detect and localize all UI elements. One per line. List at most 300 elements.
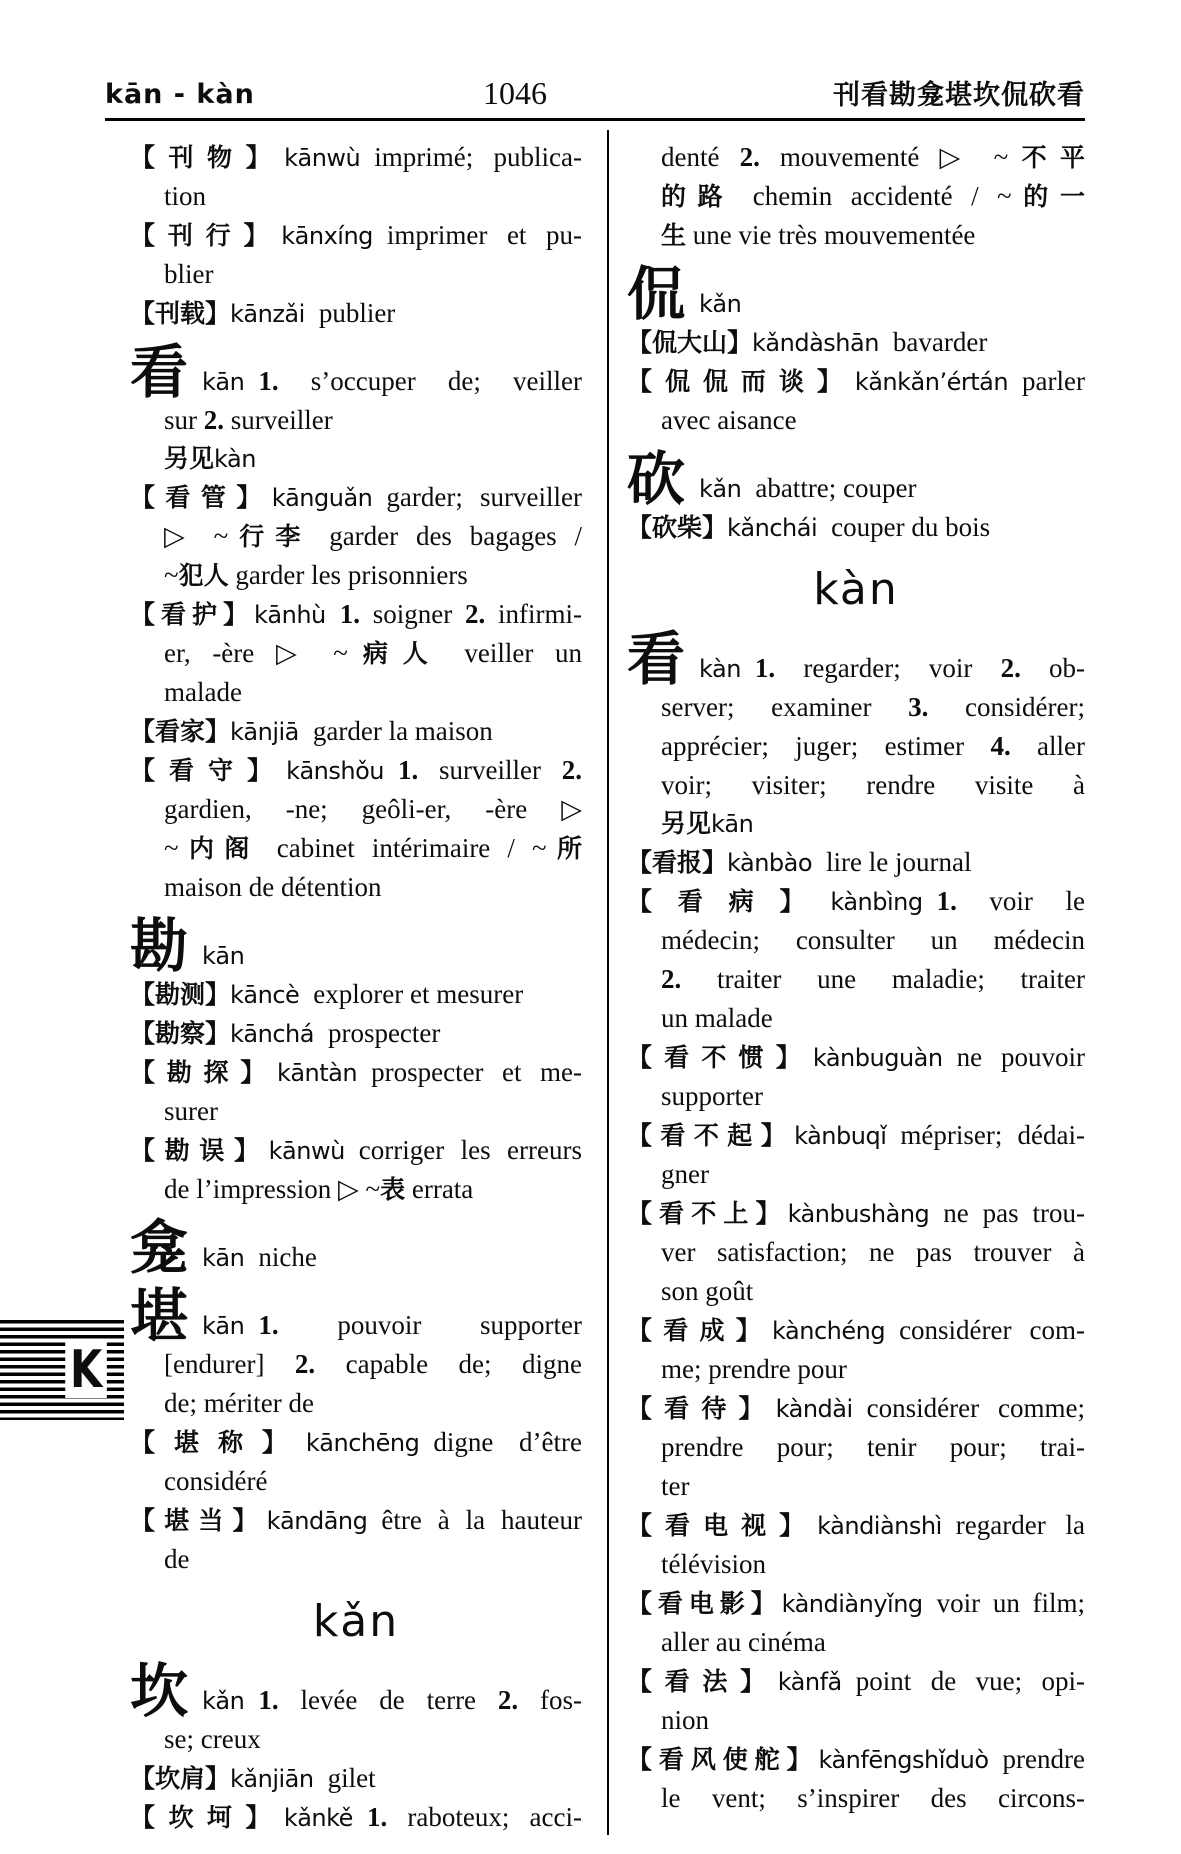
french-text: er, -ère ▷ ~ — [164, 638, 348, 668]
entry-line — [130, 1423, 582, 1462]
pinyin-text: kān — [202, 1312, 245, 1340]
french-text: couper du bois — [831, 512, 991, 542]
french-text: un malade — [661, 1003, 773, 1033]
entry-line — [627, 1272, 1085, 1311]
entry-line — [627, 1428, 1085, 1467]
entry-line — [627, 843, 1085, 882]
headword-row — [130, 1282, 582, 1350]
dict-entry — [627, 1038, 1085, 1116]
pinyin-text: kànbushàng — [787, 1200, 930, 1228]
entry-line — [130, 1014, 582, 1053]
dict-entry — [130, 138, 582, 216]
headword-row — [130, 912, 582, 980]
dict-entry — [627, 260, 1085, 328]
french-text: me; prendre pour — [661, 1354, 847, 1384]
pinyin-text: kànbào — [727, 849, 813, 877]
entry-line — [130, 138, 582, 177]
dict-entry — [130, 1658, 582, 1759]
french-text: raboteux; acci- — [387, 1802, 582, 1832]
dict-entry — [627, 1116, 1085, 1194]
dict-entry — [627, 508, 1085, 547]
bold-number: 1. — [398, 755, 419, 785]
entry-line — [130, 401, 582, 440]
entry-line — [699, 649, 1085, 688]
french-text: garder la maison — [312, 716, 493, 746]
entry-line — [130, 556, 582, 595]
bold-number: 2. — [739, 142, 760, 172]
french-text: médecin; consulter un médecin — [661, 925, 1085, 955]
french-text: de — [164, 1544, 190, 1574]
page-number: 1046 — [483, 75, 547, 111]
dict-entry — [130, 339, 582, 478]
headword-character: 侃 — [627, 260, 686, 328]
pinyin-text: kànbuqǐ — [794, 1122, 887, 1150]
hanzi-text: 的路 — [661, 182, 735, 211]
entry-line — [699, 469, 1085, 508]
headword-row — [627, 260, 1085, 328]
headword-row — [130, 338, 582, 406]
bold-number: 2. — [561, 755, 582, 785]
entry-line — [627, 1467, 1085, 1506]
dict-entry — [627, 1311, 1085, 1389]
entry-line — [627, 688, 1085, 727]
french-text: prospecter — [327, 1018, 441, 1048]
french-text: [endurer] — [164, 1349, 295, 1379]
hanzi-text: 【勘探】 — [130, 1058, 277, 1087]
pinyin-text: kānwù — [268, 1137, 345, 1165]
bold-number: 1. — [258, 1310, 279, 1340]
french-text: gner — [661, 1159, 709, 1189]
entry-line — [627, 766, 1085, 805]
pinyin-text: kǎn — [699, 290, 742, 318]
entry-line — [627, 323, 1085, 362]
column-left — [130, 138, 582, 1837]
pinyin-text: kān — [202, 368, 245, 396]
dict-entry — [627, 843, 1085, 882]
entry-line — [130, 478, 582, 517]
entry-line — [627, 1077, 1085, 1116]
pinyin-text: kān — [202, 1244, 245, 1272]
pinyin-text: kǎnkě — [283, 1804, 353, 1832]
dict-entry — [130, 1501, 582, 1579]
pinyin-text: kànfǎ — [777, 1668, 842, 1696]
bold-number: 1. — [366, 1802, 388, 1832]
french-text: bavarder — [892, 327, 988, 357]
entry-line — [202, 937, 582, 975]
entry-line — [202, 362, 582, 401]
pinyin-text: kàn — [699, 655, 741, 683]
french-text: prendre pour; tenir pour; trai- — [661, 1432, 1085, 1462]
entry-line — [627, 1194, 1085, 1233]
headword-character: 砍 — [627, 445, 686, 513]
french-text: voir; visiter; rendre visite à — [661, 770, 1085, 800]
headword-row — [130, 1214, 582, 1282]
french-text: prospecter et me- — [371, 1057, 582, 1087]
french-text: parler — [1022, 366, 1085, 396]
dict-entry — [130, 1759, 582, 1798]
french-text: errata — [405, 1174, 474, 1204]
bold-number: 2. — [465, 599, 486, 629]
dict-entry — [130, 1423, 582, 1501]
dict-entry — [627, 1584, 1085, 1662]
dict-entry — [627, 1506, 1085, 1584]
thumb-index-letter: K — [65, 1342, 107, 1398]
hanzi-text: 【看待】 — [627, 1394, 776, 1423]
hanzi-text: 【勘察】 — [130, 1019, 231, 1048]
pinyin-text: kānguǎn — [271, 484, 373, 512]
entry-line — [627, 1350, 1085, 1389]
dict-entry — [627, 323, 1085, 362]
entry-line — [627, 960, 1085, 999]
hanzi-text: 【坎肩】 — [130, 1764, 231, 1793]
hanzi-text: 【看电影】 — [627, 1589, 782, 1618]
hanzi-text: 病人 — [347, 639, 443, 668]
entry-line — [627, 1506, 1085, 1545]
hanzi-text: 【看家】 — [130, 717, 231, 746]
bold-number: 2. — [203, 405, 224, 435]
bold-number: 2. — [294, 1349, 316, 1379]
headword-character: 堪 — [130, 1282, 189, 1350]
french-text: ne pas trou- — [943, 1198, 1085, 1228]
headword-character: 看 — [130, 338, 189, 406]
french-text: maison de détention — [164, 872, 382, 902]
entry-line — [627, 401, 1085, 440]
dict-entry — [627, 1662, 1085, 1740]
column-right — [627, 138, 1085, 1818]
french-text: télévision — [661, 1549, 766, 1579]
column-divider — [607, 130, 609, 1835]
french-text: abattre; couper — [755, 473, 917, 503]
hanzi-text: 【看不惯】 — [627, 1043, 813, 1072]
entry-line — [130, 751, 582, 790]
french-text: supporter — [661, 1081, 763, 1111]
entry-line — [130, 634, 582, 673]
french-text: ▷ ~ — [164, 521, 229, 551]
dict-entry — [627, 1194, 1085, 1311]
pinyin-text: kàndiànyǐng — [781, 1590, 923, 1618]
french-text: ne pouvoir — [956, 1042, 1085, 1072]
french-text: tion — [164, 181, 207, 211]
french-text: server; examiner — [661, 692, 909, 722]
french-text: ~ — [164, 833, 179, 863]
pinyin-text: kànfēngshǐduò — [818, 1746, 989, 1774]
french-text: voir un film; — [936, 1588, 1085, 1618]
entry-line — [627, 1311, 1085, 1350]
entry-line — [130, 1092, 582, 1131]
bold-number: 2. — [661, 964, 682, 994]
dict-entry — [130, 712, 582, 751]
pinyin-text: kǎndàshān — [752, 329, 879, 357]
pinyin-text: kànbìng — [830, 888, 923, 916]
dict-entry — [130, 751, 582, 907]
entry-line — [627, 1116, 1085, 1155]
entry-line — [627, 1623, 1085, 1662]
entry-line — [627, 1662, 1085, 1701]
entry-line — [130, 1720, 582, 1759]
dict-entry — [130, 1131, 582, 1209]
entry-line — [627, 508, 1085, 547]
pinyin-text: kānzǎi — [230, 300, 305, 328]
hanzi-text: 【堪称】 — [130, 1428, 306, 1457]
entry-line — [130, 829, 582, 868]
hanzi-text: 犯人 — [178, 561, 229, 590]
entry-line — [130, 1540, 582, 1579]
pinyin-text: kāntàn — [276, 1059, 358, 1087]
headword-character: 龛 — [130, 1214, 189, 1282]
hanzi-text: 【看病】 — [627, 887, 831, 916]
french-text: lire le journal — [826, 847, 972, 877]
dict-entry — [130, 216, 582, 294]
french-text: s’occuper de; veiller — [278, 366, 582, 396]
hanzi-text: 所 — [546, 834, 582, 863]
hanzi-text: 生 — [661, 221, 687, 250]
french-text: imprimer et pu- — [386, 220, 582, 250]
hanzi-text: 【看成】 — [627, 1316, 773, 1345]
french-text: ter — [661, 1471, 690, 1501]
guide-words-left: kān - kàn — [105, 79, 255, 110]
pinyin-text: kānwù — [284, 144, 361, 172]
french-text: cabinet intérimaire / ~ — [259, 833, 547, 863]
entry-line — [130, 1131, 582, 1170]
french-text: être à la hauteur — [381, 1505, 582, 1535]
pinyin-text: kǎnjiān — [230, 1765, 314, 1793]
french-text: ~ — [164, 560, 179, 590]
french-text: regarder; voir — [775, 653, 1001, 683]
french-text: veiller un — [442, 638, 582, 668]
french-text: garder; surveiller — [386, 482, 582, 512]
entry-line — [130, 1170, 582, 1209]
entry-line — [130, 868, 582, 907]
french-text: point de vue; opi- — [855, 1666, 1085, 1696]
hanzi-text: 【侃侃而谈】 — [627, 367, 855, 396]
hanzi-text: 【刊载】 — [130, 299, 231, 328]
french-text: surer — [164, 1096, 218, 1126]
dict-entry — [627, 362, 1085, 440]
bold-number: 2. — [497, 1685, 519, 1715]
pinyin-text: kān — [202, 942, 245, 970]
dict-entry — [130, 912, 582, 980]
entry-line — [130, 1798, 582, 1837]
entry-line — [627, 921, 1085, 960]
pinyin-text: kàndiànshì — [817, 1512, 942, 1540]
hanzi-text: 【看不起】 — [627, 1121, 795, 1150]
french-text: aller — [1010, 731, 1086, 761]
entry-line — [627, 1584, 1085, 1623]
pinyin-text: kān — [711, 810, 754, 838]
dict-entry — [627, 882, 1085, 1038]
entry-line — [130, 673, 582, 712]
french-text: se; creux — [164, 1724, 261, 1754]
hanzi-text: 【看风使舵】 — [627, 1745, 819, 1774]
entry-line — [130, 255, 582, 294]
entry-line — [627, 1701, 1085, 1740]
headword-row — [627, 625, 1085, 693]
hanzi-text: 内阁 — [178, 834, 260, 863]
section-heading: kàn — [813, 564, 899, 615]
hanzi-text: 【看电视】 — [627, 1511, 818, 1540]
entry-line — [130, 1759, 582, 1798]
thumb-index-tab — [0, 1320, 124, 1420]
pinyin-text: kānshǒu — [286, 757, 384, 785]
french-text: corriger les erreurs — [358, 1135, 582, 1165]
dict-entry — [627, 1389, 1085, 1506]
pinyin-text: kānhù — [254, 601, 326, 629]
bold-number: 2. — [1000, 653, 1021, 683]
french-text: regarder la — [955, 1510, 1085, 1540]
dict-entry — [130, 1214, 582, 1282]
page-header — [105, 72, 1085, 121]
entry-line — [202, 1238, 582, 1277]
french-text: le vent; s’inspirer des circons- — [661, 1783, 1085, 1813]
french-text: denté — [661, 142, 740, 172]
hanzi-text: 【看管】 — [130, 483, 272, 512]
entry-line — [627, 1038, 1085, 1077]
entry-line — [627, 882, 1085, 921]
hanzi-text: 【砍柴】 — [627, 513, 728, 542]
french-text: traiter une maladie; traiter — [681, 964, 1085, 994]
entry-line — [130, 1345, 582, 1384]
french-text: considérer; — [928, 692, 1085, 722]
hanzi-text: 【看护】 — [130, 600, 255, 629]
hanzi-text: 的一 — [1011, 182, 1085, 211]
bold-number: 1. — [258, 1685, 279, 1715]
dict-entry — [627, 626, 1085, 843]
french-text: considérer comme; — [866, 1393, 1085, 1423]
french-text: voir le — [956, 886, 1085, 916]
french-text: digne d’être — [433, 1427, 582, 1457]
french-text: apprécier; juger; estimer — [661, 731, 991, 761]
headword-character: 坎 — [130, 1657, 189, 1725]
hanzi-text: 另见 — [661, 809, 712, 838]
french-text: de; mériter de — [164, 1388, 314, 1418]
french-text: ver satisfaction; ne pas trouver à — [661, 1237, 1085, 1267]
pinyin-text: kàn — [214, 445, 256, 473]
french-text: malade — [164, 677, 242, 707]
headword-row — [627, 445, 1085, 513]
dict-entry — [130, 595, 582, 712]
french-text: sur — [164, 405, 204, 435]
entry-line — [130, 975, 582, 1014]
headword-character: 看 — [627, 625, 686, 693]
pinyin-text: kǎn — [202, 1687, 245, 1715]
hanzi-text: 【勘测】 — [130, 980, 231, 1009]
entry-line — [627, 1233, 1085, 1272]
french-text: surveiller — [418, 755, 562, 785]
french-text: nion — [661, 1705, 710, 1735]
french-text: blier — [164, 259, 214, 289]
entry-line — [130, 712, 582, 751]
entry-line — [699, 285, 1085, 323]
dict-entry — [627, 138, 1085, 255]
hanzi-text: 【勘误】 — [130, 1136, 269, 1165]
pinyin-text: kànbuguàn — [812, 1044, 943, 1072]
french-text: aller au cinéma — [661, 1627, 826, 1657]
pinyin-text: kānchá — [230, 1020, 314, 1048]
french-text: garder les prisonniers — [228, 560, 468, 590]
entry-line — [130, 1384, 582, 1423]
section-heading: kǎn — [312, 1596, 400, 1647]
dict-entry — [627, 1740, 1085, 1818]
french-text: gardien, -ne; geôli-er, -ère ▷ — [164, 794, 582, 824]
french-text: considéré — [164, 1466, 268, 1496]
hanzi-text: 【看守】 — [130, 756, 287, 785]
pinyin-text: kǎn — [699, 475, 742, 503]
hanzi-text: 表 — [380, 1175, 406, 1204]
french-text: surveiller — [224, 405, 333, 435]
french-text: publier — [318, 298, 396, 328]
guide-words-right: 刊看勘龛堪坎侃砍看 — [833, 80, 1085, 111]
pinyin-text: kānjiā — [230, 718, 299, 746]
entry-line — [627, 1155, 1085, 1194]
entry-line — [627, 1389, 1085, 1428]
hanzi-text: 【刊行】 — [130, 221, 282, 250]
pinyin-text: kàndài — [775, 1395, 853, 1423]
french-text: capable de; digne — [315, 1349, 582, 1379]
hanzi-text: 【看报】 — [627, 848, 728, 877]
french-text: garder des bagages / — [311, 521, 582, 551]
french-text: soigner — [360, 599, 466, 629]
french-text: de l’impression ▷ ~ — [164, 1174, 381, 1204]
entry-line — [130, 1501, 582, 1540]
french-text: levée de terre — [278, 1685, 498, 1715]
entry-line — [627, 1545, 1085, 1584]
entry-line — [202, 1306, 582, 1345]
entry-line — [627, 138, 1085, 177]
french-text: fos- — [518, 1685, 582, 1715]
french-text: considérer com- — [899, 1315, 1085, 1345]
pinyin-text: kànchéng — [772, 1317, 886, 1345]
entry-line — [130, 440, 582, 478]
dict-entry — [130, 294, 582, 333]
french-text: pouvoir supporter — [278, 1310, 582, 1340]
entry-line — [202, 1681, 582, 1720]
dict-entry — [130, 1283, 582, 1423]
french-text: imprimé; publica- — [374, 142, 582, 172]
entry-line — [130, 1053, 582, 1092]
pinyin-text: kāndāng — [266, 1507, 368, 1535]
hanzi-text: 【看法】 — [627, 1667, 778, 1696]
dict-entry — [130, 1014, 582, 1053]
hanzi-text: 不平 — [1008, 143, 1085, 172]
pinyin-text: kānchēng — [305, 1429, 420, 1457]
bold-number: 4. — [990, 731, 1011, 761]
french-text: chemin accidenté / ~ — [734, 181, 1012, 211]
french-text: infirmi- — [485, 599, 582, 629]
pinyin-text: kāncè — [230, 981, 300, 1009]
entry-line — [627, 216, 1085, 255]
bold-number: 3. — [908, 692, 929, 722]
hanzi-text: 【看不上】 — [627, 1199, 788, 1228]
dict-entry — [130, 975, 582, 1014]
entry-line — [130, 790, 582, 829]
entry-line — [627, 805, 1085, 843]
bold-number: 1. — [754, 653, 776, 683]
pinyin-text: kānxíng — [281, 222, 373, 250]
headword-row — [130, 1657, 582, 1725]
french-text: explorer et mesurer — [313, 979, 524, 1009]
dict-entry — [627, 445, 1085, 513]
french-text: son goût — [661, 1276, 754, 1306]
french-text: avec aisance — [661, 405, 797, 435]
french-text: gilet — [327, 1763, 376, 1793]
entry-line — [130, 1462, 582, 1501]
french-text: ob- — [1020, 653, 1085, 683]
entry-line — [130, 216, 582, 255]
dict-entry — [130, 1798, 582, 1837]
entry-line — [130, 177, 582, 216]
dict-entry — [130, 1053, 582, 1131]
entry-line — [627, 1740, 1085, 1779]
